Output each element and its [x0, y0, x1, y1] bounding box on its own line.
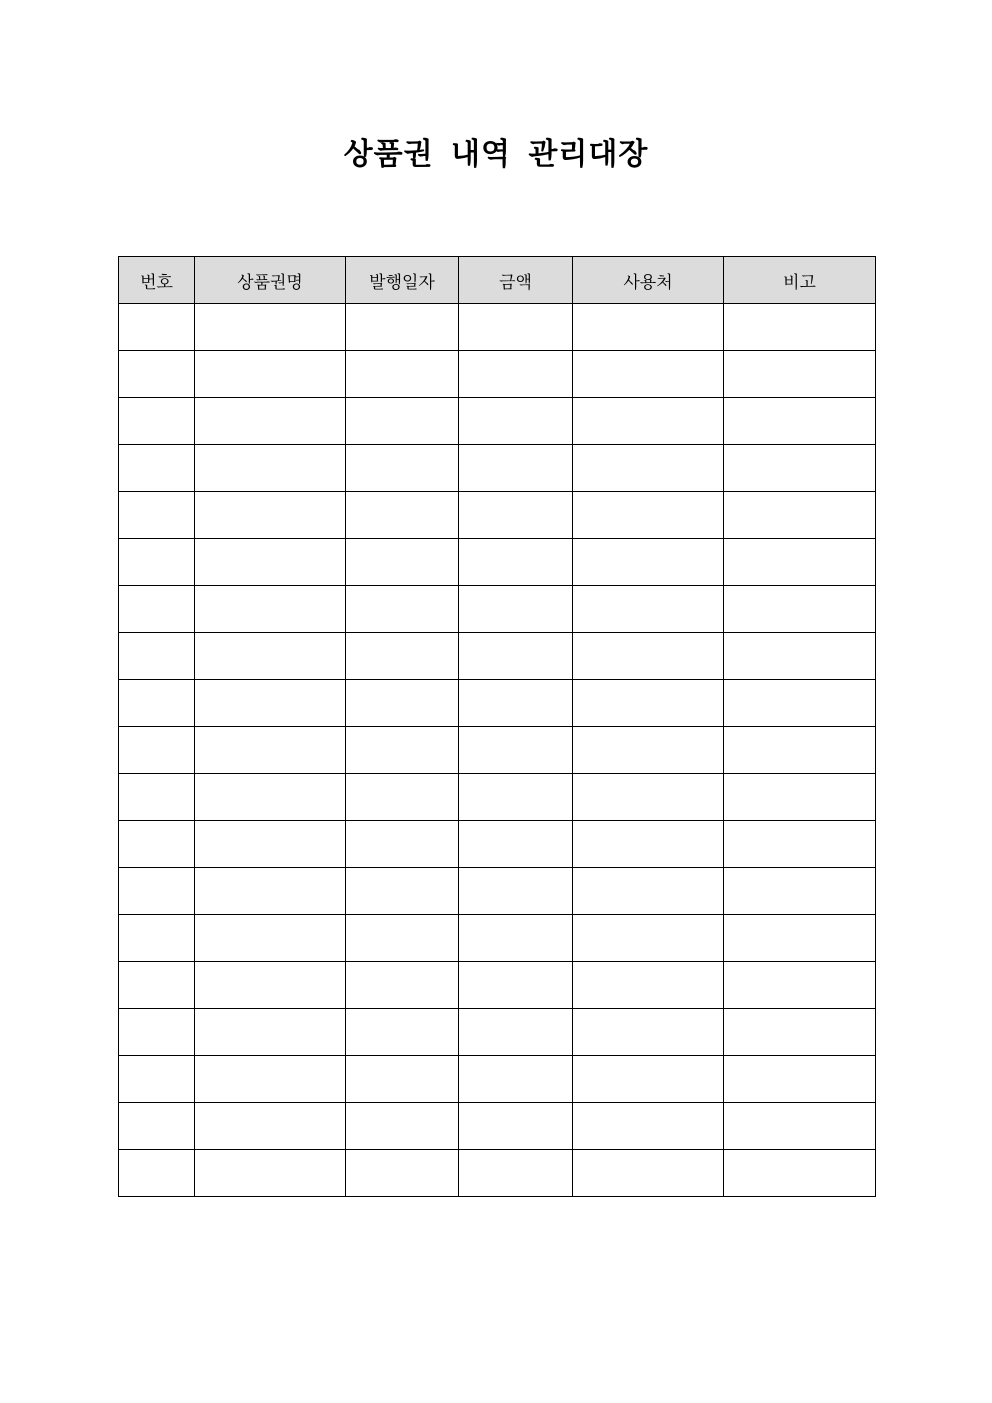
table-row	[119, 1150, 876, 1197]
cell-amount[interactable]	[459, 398, 573, 445]
cell-place-of-use[interactable]	[573, 727, 724, 774]
cell-amount[interactable]	[459, 962, 573, 1009]
cell-voucher-name[interactable]	[195, 1009, 346, 1056]
cell-number[interactable]	[119, 492, 195, 539]
cell-place-of-use[interactable]	[573, 915, 724, 962]
cell-issue-date[interactable]	[346, 821, 459, 868]
cell-remarks[interactable]	[724, 445, 876, 492]
cell-amount[interactable]	[459, 915, 573, 962]
cell-place-of-use[interactable]	[573, 445, 724, 492]
table-row	[119, 1056, 876, 1103]
cell-place-of-use[interactable]	[573, 586, 724, 633]
cell-issue-date[interactable]	[346, 962, 459, 1009]
cell-voucher-name[interactable]	[195, 445, 346, 492]
cell-amount[interactable]	[459, 304, 573, 351]
table-row	[119, 774, 876, 821]
cell-voucher-name[interactable]	[195, 304, 346, 351]
cell-issue-date[interactable]	[346, 1103, 459, 1150]
cell-voucher-name[interactable]	[195, 774, 346, 821]
cell-number[interactable]	[119, 774, 195, 821]
cell-amount[interactable]	[459, 586, 573, 633]
cell-voucher-name[interactable]	[195, 586, 346, 633]
table-row	[119, 821, 876, 868]
cell-number[interactable]	[119, 586, 195, 633]
cell-place-of-use[interactable]	[573, 774, 724, 821]
cell-remarks[interactable]	[724, 727, 876, 774]
cell-amount[interactable]	[459, 633, 573, 680]
cell-amount[interactable]	[459, 492, 573, 539]
cell-remarks[interactable]	[724, 1103, 876, 1150]
cell-amount[interactable]	[459, 351, 573, 398]
cell-voucher-name[interactable]	[195, 539, 346, 586]
table-row	[119, 492, 876, 539]
cell-remarks[interactable]	[724, 1150, 876, 1197]
cell-voucher-name[interactable]	[195, 351, 346, 398]
cell-remarks[interactable]	[724, 962, 876, 1009]
cell-remarks[interactable]	[724, 633, 876, 680]
table-row	[119, 915, 876, 962]
cell-amount[interactable]	[459, 1009, 573, 1056]
header-number: 번호	[119, 257, 195, 304]
cell-voucher-name[interactable]	[195, 1056, 346, 1103]
cell-issue-date[interactable]	[346, 351, 459, 398]
table-row	[119, 398, 876, 445]
cell-amount[interactable]	[459, 821, 573, 868]
cell-remarks[interactable]	[724, 351, 876, 398]
cell-issue-date[interactable]	[346, 398, 459, 445]
cell-voucher-name[interactable]	[195, 915, 346, 962]
cell-number[interactable]	[119, 1009, 195, 1056]
cell-place-of-use[interactable]	[573, 539, 724, 586]
cell-voucher-name[interactable]	[195, 492, 346, 539]
cell-place-of-use[interactable]	[573, 1056, 724, 1103]
cell-voucher-name[interactable]	[195, 1103, 346, 1150]
cell-place-of-use[interactable]	[573, 962, 724, 1009]
cell-remarks[interactable]	[724, 915, 876, 962]
cell-number[interactable]	[119, 398, 195, 445]
cell-issue-date[interactable]	[346, 868, 459, 915]
cell-number[interactable]	[119, 868, 195, 915]
header-remarks: 비고	[724, 257, 876, 304]
cell-amount[interactable]	[459, 1103, 573, 1150]
table-row	[119, 962, 876, 1009]
cell-amount[interactable]	[459, 539, 573, 586]
cell-place-of-use[interactable]	[573, 680, 724, 727]
header-voucher-name: 상품권명	[195, 257, 346, 304]
cell-number[interactable]	[119, 821, 195, 868]
table-row	[119, 351, 876, 398]
cell-number[interactable]	[119, 680, 195, 727]
cell-issue-date[interactable]	[346, 727, 459, 774]
table-row	[119, 1009, 876, 1056]
cell-amount[interactable]	[459, 680, 573, 727]
cell-voucher-name[interactable]	[195, 727, 346, 774]
cell-number[interactable]	[119, 727, 195, 774]
table-row	[119, 445, 876, 492]
cell-issue-date[interactable]	[346, 915, 459, 962]
cell-amount[interactable]	[459, 445, 573, 492]
cell-remarks[interactable]	[724, 398, 876, 445]
cell-place-of-use[interactable]	[573, 633, 724, 680]
cell-amount[interactable]	[459, 1150, 573, 1197]
table-row	[119, 586, 876, 633]
cell-remarks[interactable]	[724, 1056, 876, 1103]
cell-voucher-name[interactable]	[195, 821, 346, 868]
cell-issue-date[interactable]	[346, 680, 459, 727]
voucher-ledger-table	[118, 256, 876, 1197]
cell-place-of-use[interactable]	[573, 1103, 724, 1150]
cell-voucher-name[interactable]	[195, 868, 346, 915]
cell-place-of-use[interactable]	[573, 1009, 724, 1056]
cell-voucher-name[interactable]	[195, 680, 346, 727]
cell-place-of-use[interactable]	[573, 492, 724, 539]
cell-number[interactable]	[119, 539, 195, 586]
cell-remarks[interactable]	[724, 539, 876, 586]
table-row	[119, 304, 876, 351]
cell-amount[interactable]	[459, 1056, 573, 1103]
page-title: 상품권 내역 관리대장	[343, 137, 649, 172]
table-body	[119, 304, 876, 1197]
cell-remarks[interactable]	[724, 821, 876, 868]
cell-place-of-use[interactable]	[573, 868, 724, 915]
cell-remarks[interactable]	[724, 774, 876, 821]
table-row	[119, 868, 876, 915]
cell-remarks[interactable]	[724, 868, 876, 915]
cell-issue-date[interactable]	[346, 492, 459, 539]
cell-number[interactable]	[119, 1056, 195, 1103]
cell-place-of-use[interactable]	[573, 1150, 724, 1197]
cell-voucher-name[interactable]	[195, 633, 346, 680]
cell-place-of-use[interactable]	[573, 821, 724, 868]
cell-amount[interactable]	[459, 868, 573, 915]
cell-place-of-use[interactable]	[573, 304, 724, 351]
table-row	[119, 539, 876, 586]
cell-number[interactable]	[119, 445, 195, 492]
cell-remarks[interactable]	[724, 304, 876, 351]
cell-issue-date[interactable]	[346, 539, 459, 586]
cell-amount[interactable]	[459, 727, 573, 774]
cell-issue-date[interactable]	[346, 586, 459, 633]
cell-number[interactable]	[119, 304, 195, 351]
table-row	[119, 727, 876, 774]
cell-number[interactable]	[119, 962, 195, 1009]
cell-amount[interactable]	[459, 774, 573, 821]
cell-number[interactable]	[119, 915, 195, 962]
cell-voucher-name[interactable]	[195, 398, 346, 445]
header-row	[119, 257, 876, 304]
table-row	[119, 680, 876, 727]
cell-remarks[interactable]	[724, 492, 876, 539]
cell-issue-date[interactable]	[346, 445, 459, 492]
cell-number[interactable]	[119, 633, 195, 680]
cell-issue-date[interactable]	[346, 774, 459, 821]
cell-issue-date[interactable]	[346, 1056, 459, 1103]
cell-number[interactable]	[119, 1103, 195, 1150]
header-place-of-use: 사용처	[573, 257, 724, 304]
cell-issue-date[interactable]	[346, 633, 459, 680]
table-row	[119, 1103, 876, 1150]
cell-place-of-use[interactable]	[573, 398, 724, 445]
cell-place-of-use[interactable]	[573, 351, 724, 398]
cell-number[interactable]	[119, 351, 195, 398]
cell-number[interactable]	[119, 1150, 195, 1197]
header-issue-date: 발행일자	[346, 257, 459, 304]
cell-voucher-name[interactable]	[195, 962, 346, 1009]
cell-remarks[interactable]	[724, 680, 876, 727]
cell-issue-date[interactable]	[346, 1009, 459, 1056]
table-row	[119, 633, 876, 680]
cell-issue-date[interactable]	[346, 304, 459, 351]
header-amount: 금액	[459, 257, 573, 304]
cell-remarks[interactable]	[724, 1009, 876, 1056]
cell-issue-date[interactable]	[346, 1150, 459, 1197]
cell-voucher-name[interactable]	[195, 1150, 346, 1197]
cell-remarks[interactable]	[724, 586, 876, 633]
